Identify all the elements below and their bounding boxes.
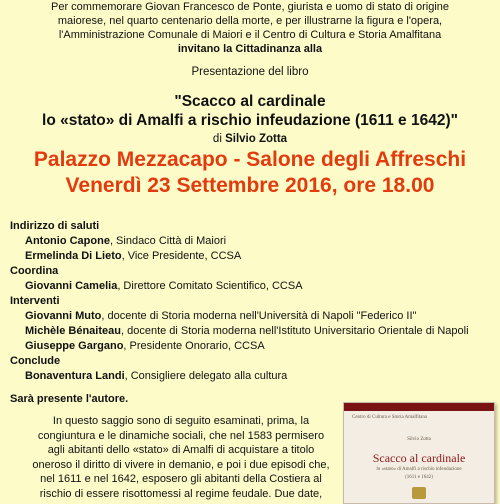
author-present-note: Sarà presente l'autore.: [10, 393, 129, 405]
invitation-line: invitano la Cittadinanza alla: [177, 43, 323, 55]
cover-author: Silvio Zotta: [407, 437, 431, 442]
program-entry: [10, 249, 500, 264]
speaker-name: Giuseppe Gargano: [25, 340, 124, 352]
section-heading-coordina: Coordina: [10, 265, 59, 277]
program-entry: [10, 324, 500, 339]
cover-publisher: Centro di Cultura e Storia Amalfitana: [352, 415, 428, 420]
book-subtitle-line: lo «stato» di Amalfi a rischio infeudazione (1611 e 1642)": [42, 112, 458, 129]
speaker-name: Antonio Capone: [25, 235, 110, 247]
program-entry: [10, 309, 500, 324]
speaker-role: , Presidente Onorario, CCSA: [123, 340, 265, 352]
section-heading-saluti: Indirizzo di saluti: [10, 220, 100, 232]
author-prefix: di: [212, 133, 226, 145]
section-heading-conclude: Conclude: [10, 355, 61, 367]
program-entry: [10, 369, 500, 384]
program-entry: [10, 234, 500, 249]
program-entry: [10, 339, 500, 354]
speaker-name: Giovanni Camelia: [25, 280, 118, 292]
speaker-name: Michèle Bénaiteau: [25, 325, 121, 337]
venue-location: Palazzo Mezzacapo - Salone degli Affreschi: [33, 148, 467, 171]
presentation-label: Presentazione del libro: [191, 66, 309, 78]
cover-title: Scacco al cardinale: [372, 451, 466, 465]
intro-line: l'Amministrazione Comunale di Maiori e il Centro di Cultura e Storia Amalfitana: [58, 29, 442, 41]
intro-paragraph: [8, 0, 492, 56]
venue-datetime: Venerdì 23 Settembre 2016, ore 18.00: [65, 174, 435, 197]
intro-line: Per commemorare Giovan Francesco de Ponte, giurista e uomo di stato di origine: [50, 1, 450, 13]
speaker-role: , Consigliere delegato alla cultura: [124, 370, 288, 382]
speaker-role: , Direttore Comitato Scientifico, CCSA: [117, 280, 303, 292]
author-name: Silvio Zotta: [225, 133, 288, 145]
speaker-name: Giovanni Muto: [25, 310, 102, 322]
speaker-role: , Vice Presidente, CCSA: [121, 250, 242, 262]
program-entry: [10, 279, 500, 294]
book-abstract: In questo saggio sono di seguito esaminati, prima, la congiuntura e le dinamiche sociali, che nel 1583 permisero agli abitanti dello «stato» di Amalfi di acquistare a titolo oneroso il diritto di vivere in demanio, e poi i due episodi che, nel 1611 e nel 1642, esposero gli abitanti della Costiera al rischio di essere risottomessi al regime feudale. Due date,: [32, 415, 330, 500]
book-title-line: "Scacco al cardinale: [174, 93, 326, 110]
book-title: [0, 92, 500, 130]
speaker-role: , docente di Storia moderna nell'Istituto Universitario Orientale di Napoli: [120, 325, 469, 337]
speaker-role: , Sindaco Città di Maiori: [109, 235, 227, 247]
cover-years: (1611 e 1642): [405, 475, 433, 480]
cover-emblem-icon: [412, 487, 426, 499]
speaker-name: Bonaventura Landi: [25, 370, 125, 382]
author-line: [0, 133, 500, 145]
program-list: [10, 219, 500, 384]
section-heading-interventi: Interventi: [10, 295, 60, 307]
venue-block: [0, 147, 500, 199]
cover-subtitle: lo «stato» di Amalfi a rischio infeudazione: [376, 467, 462, 472]
speaker-role: , docente di Storia moderna nell'Università di Napoli "Federico II": [101, 310, 417, 322]
book-cover-image: [343, 402, 495, 504]
intro-line: maiorese, nel quarto centenario della morte, e per illustrarne la figura e l'opera,: [57, 15, 443, 27]
speaker-name: Ermelinda Di Lieto: [25, 250, 122, 262]
cover-band: [344, 403, 494, 411]
